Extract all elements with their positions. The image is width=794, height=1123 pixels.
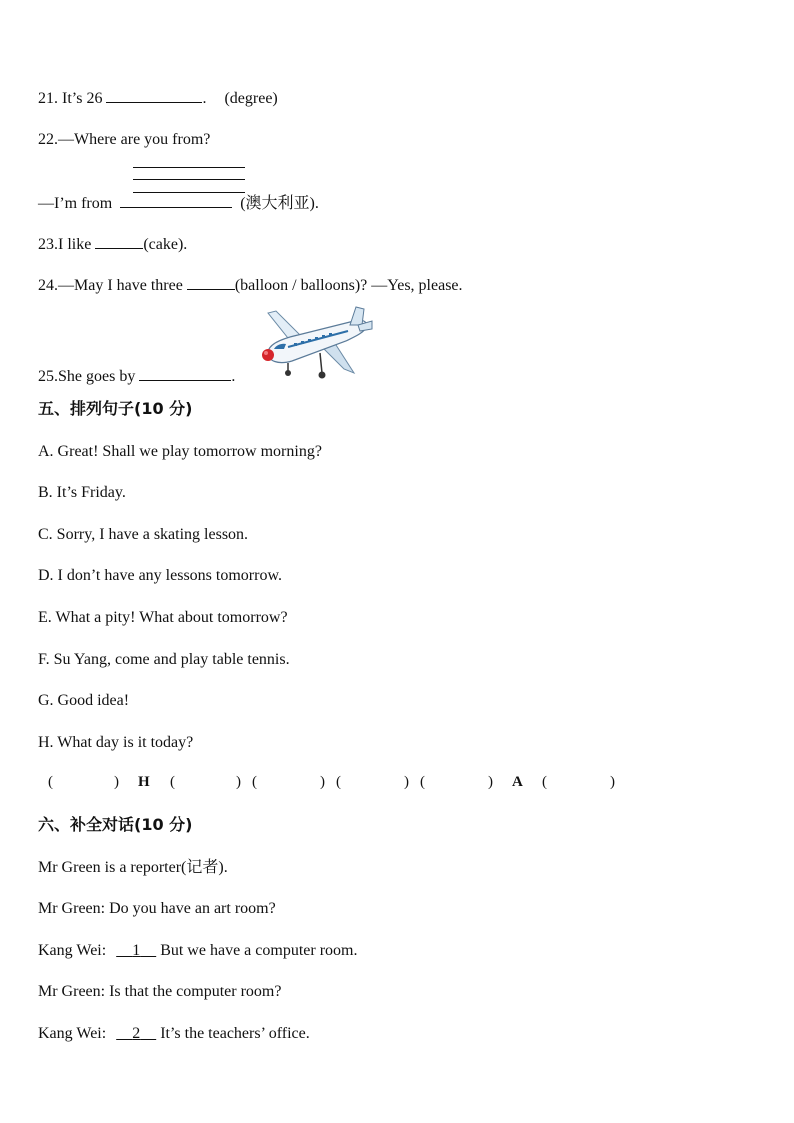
sentence-d: D. I don’t have any lessons tomorrow. xyxy=(38,567,282,584)
q21-prefix: 21. It’s 26 xyxy=(38,90,103,107)
sentence-g: G. Good idea! xyxy=(38,692,130,709)
dialog-text: It’s the teachers’ office. xyxy=(160,1025,310,1042)
dialog-speaker: Kang Wei: xyxy=(38,942,107,959)
blank-number: 2 xyxy=(132,1025,141,1042)
dialog-speaker: Kang Wei: xyxy=(38,1025,107,1042)
q22-prefix: —I’m from xyxy=(38,195,113,212)
dialog-blank-1[interactable] xyxy=(116,942,156,959)
order-slot-5-close: ) xyxy=(404,774,409,790)
q25-suffix: . xyxy=(231,368,236,385)
dialog-text: But we have a computer room. xyxy=(160,942,358,959)
question-24 xyxy=(38,275,463,296)
question-22-line1: 22.—Where are you from? xyxy=(38,131,211,148)
order-slot-5-open[interactable]: ( xyxy=(336,774,341,790)
order-slot-8-close: ) xyxy=(610,774,615,790)
q24-hint: (balloon / balloons)? —Yes, please. xyxy=(234,277,463,294)
order-slot-6-close: ) xyxy=(488,774,493,790)
section-5-title: 五、排列句子(10 分) xyxy=(38,399,193,418)
sentence-b: B. It’s Friday. xyxy=(38,484,126,501)
airplane-icon xyxy=(258,303,376,383)
order-given-last: A xyxy=(512,774,523,790)
order-slot-6-open[interactable]: ( xyxy=(420,774,425,790)
q24-prefix: 24.—May I have three xyxy=(38,277,183,294)
order-slot-4-close: ) xyxy=(320,774,325,790)
sentence-e: E. What a pity! What about tomorrow? xyxy=(38,609,288,626)
sentence-a: A. Great! Shall we play tomorrow morning? xyxy=(38,443,322,460)
q23-hint: (cake). xyxy=(143,236,188,253)
order-slot-3-close: ) xyxy=(236,774,241,790)
order-slot-8-open[interactable]: ( xyxy=(542,774,547,790)
q21-blank[interactable] xyxy=(106,88,202,103)
order-answer-row xyxy=(38,774,638,794)
dialog-line-5 xyxy=(38,1024,310,1044)
q23-blank[interactable] xyxy=(95,234,143,249)
q25-blank[interactable] xyxy=(139,366,231,381)
dialog-intro: Mr Green is a reporter(记者). xyxy=(38,859,228,876)
question-25 xyxy=(38,366,235,387)
dialog-line-2: Mr Green: Do you have an art room? xyxy=(38,900,276,917)
q21-suffix: . xyxy=(202,90,207,107)
q24-blank[interactable] xyxy=(187,275,235,290)
dialog-line-4: Mr Green: Is that the computer room? xyxy=(38,983,282,1000)
order-given-first: H xyxy=(138,774,150,790)
question-21 xyxy=(38,88,278,109)
dialog-line-3 xyxy=(38,941,357,961)
q22-blank[interactable] xyxy=(120,193,232,208)
sentence-h: H. What day is it today? xyxy=(38,734,194,751)
sentence-f: F. Su Yang, come and play table tennis. xyxy=(38,651,290,668)
order-slot-1-open[interactable]: ( xyxy=(48,774,53,790)
order-slot-4-open[interactable]: ( xyxy=(252,774,257,790)
question-23 xyxy=(38,234,187,255)
q21-hint: (degree) xyxy=(224,90,278,107)
q23-prefix: 23.I like xyxy=(38,236,92,253)
q22-rule-1 xyxy=(133,167,245,168)
order-slot-3-open[interactable]: ( xyxy=(170,774,175,790)
q22-rule-2 xyxy=(133,179,245,180)
dialog-blank-2[interactable] xyxy=(116,1025,156,1042)
order-slot-1-close: ) xyxy=(114,774,119,790)
q25-prefix: 25.She goes by xyxy=(38,368,136,385)
section-6-title: 六、补全对话(10 分) xyxy=(38,815,193,834)
q22-hint: (澳大利亚). xyxy=(240,195,319,212)
question-22-line2 xyxy=(38,193,319,214)
sentence-c: C. Sorry, I have a skating lesson. xyxy=(38,526,249,543)
blank-number: 1 xyxy=(132,942,141,959)
